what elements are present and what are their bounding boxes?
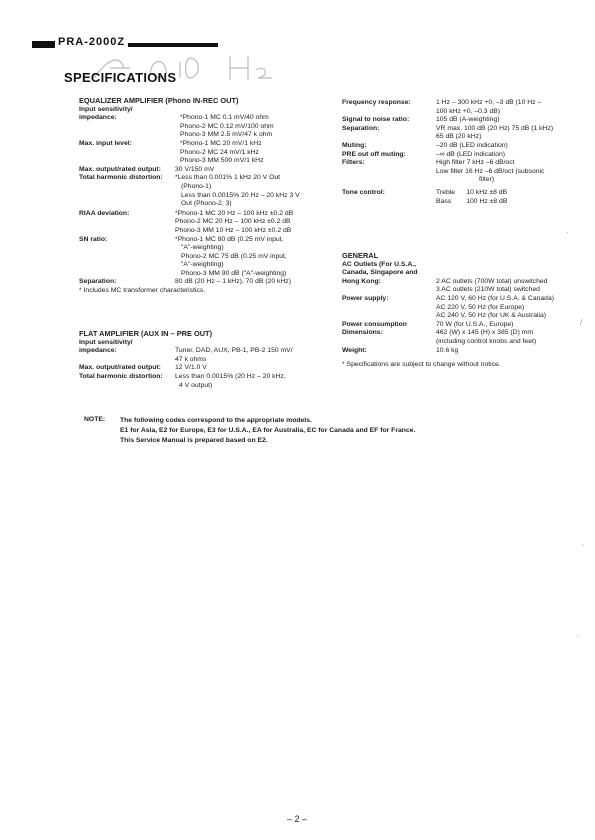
dimensions-value: (including control knobs and feet) [436,337,537,345]
sep-label: Separation: [342,124,380,132]
filters-label: Filters: [342,159,365,167]
weight-label: Weight: [342,346,367,354]
right-specs [342,99,582,206]
power-value: AC 240 V, 50 Hz (for UK & Australia) [436,312,547,320]
scan-mark: / [580,318,583,327]
scan-mark: · [566,228,569,237]
tone-value: Bass 100 Hz ±8 dB [436,197,508,205]
sn-row [79,236,349,279]
impedance-value: *Phono-1 MC 0.1 mV/40 ohm [180,114,269,122]
separation-value: 80 dB (20 Hz – 1 kHz), 70 dB (20 kHz) [175,278,291,286]
page-number: – 2 – [287,814,308,824]
snr-value: 105 dB (A-weighting) [436,116,500,124]
max-input-value: *Phono-1 MC 20 mV/1 kHz [180,139,262,147]
weight-value: 10.6 kg [436,346,459,354]
note-line: The following codes correspond to the appropriate models. [120,417,312,424]
sn-value: "A"-weighting) [181,261,224,269]
note-text [120,416,415,446]
thd-label: Total harmonic distortion: [79,174,163,182]
impedance-row [79,114,349,140]
ac-outlets-label: Hong Kong: [342,277,381,285]
riaa-label: RIAA deviation: [79,209,130,217]
flat-impedance-row [79,347,349,364]
scan-mark: ' [582,543,584,552]
model-title: PRA-2000Z [58,36,126,48]
page-title: SPECIFICATIONS [64,70,177,85]
riaa-value: *Phono-1 MC 20 Hz – 100 kHz ±0.2 dB [175,209,294,217]
general-section [342,252,582,370]
filters-value: filter) [479,176,495,184]
note-label: NOTE: [84,416,106,423]
general-heading: GENERAL [342,251,379,260]
dimensions-row [342,329,582,346]
thd-value: (Phono-1) [181,182,212,190]
flat-max-output-row [79,364,349,373]
dimensions-value: 462 (W) x 145 (H) x 385 (D) mm [436,329,534,337]
flat-section [79,330,349,390]
max-input-value: Phono-3 MM 500 mV/1 kHz [180,157,264,165]
tone-row [342,189,582,206]
thd-value: Less than 0.0015% 20 Hz – 20 kHz 3 V [181,191,300,199]
flat-max-output-label: Max. output/rated output: [79,364,161,372]
muting-row [342,142,582,151]
freq-label: Frequency response: [342,99,411,106]
sn-value: *Phono-1 MC 80 dB (0.25 mV input, [175,235,284,243]
impedance-value: Phono-2 MC 0.12 mV/100 ohm [180,122,274,130]
snr-row [342,116,582,125]
sn-value: Phono-2 MC 75 dB (0.25 mV input, [181,252,287,260]
sep-value: 65 dB (20 kHz) [436,133,482,141]
ac-outlets-label: Canada, Singapore and [342,269,418,277]
riaa-row [79,210,349,236]
freq-value: 1 Hz – 300 kHz +0, –3 dB (10 Hz – [436,99,542,106]
muting-label: Muting: [342,141,367,149]
pre-mute-label: PRE out off muting: [342,150,406,158]
general-footnote: * Specifications are subject to change without notice. [342,361,501,369]
ac-outlets-value: 2 AC outlets (700W total) unswitched [436,277,548,285]
power-value: AC 220 V, 50 Hz (for Europe) [436,303,525,311]
impedance-label: impedance: [79,114,117,122]
header-bar [32,41,55,48]
input-sensitivity-label: Input sensitivity/ [79,105,133,113]
riaa-value: Phono-3 MM 10 Hz – 100 kHz ±0.2 dB [175,226,292,234]
sn-label: SN ratio: [79,235,108,243]
consumption-row [342,321,582,330]
flat-thd-value: Less than 0.0015% (20 Hz – 20 kHz, [175,372,286,380]
flat-thd-value: 4 V output) [179,381,213,389]
filters-value: Low filter 16 Hz –6 dB/oct (subsonic [436,167,545,175]
power-row [342,295,582,321]
ac-outlets-label: AC Outlets (For U.S.A., [342,260,417,268]
separation-label: Separation: [79,278,117,286]
tone-value: Treble 10 kHz ±8 dB [436,188,508,196]
thd-value: Out (Phono-2, 3) [181,200,232,208]
freq-value: 100 kHz +0, –0.3 dB) [436,107,501,115]
dimensions-label: Dimensions: [342,329,383,337]
filters-value: High filter 7 kHz –6 dB/oct [436,159,515,167]
note-line: E1 for Asia, E2 for Europe, E3 for U.S.A., EA for Australia, EC for Canada and EF for France. [120,427,416,434]
scan-mark: · [576,632,579,641]
equalizer-section [79,97,349,296]
filters-row [342,159,582,185]
snr-label: Signal to noise ratio: [342,116,410,124]
riaa-value: Phono-2 MC 20 Hz – 100 kHz ±0.2 dB [175,218,291,226]
flat-max-output-value: 12 V/1.0 V [175,364,207,372]
max-output-label: Max. output/rated output: [79,165,161,173]
power-value: AC 120 V, 60 Hz (for U.S.A. & Canada) [436,294,554,302]
flat-impedance-value: 47 k ohms [175,355,207,363]
sep-row [342,125,582,142]
tone-label: Tone control: [342,188,385,196]
pre-mute-row [342,151,582,160]
pre-mute-value: –∞ dB (LED indication) [436,150,506,158]
sep-value: VR max. 100 dB (20 Hz) 75 dB (1 kHz) [436,124,554,132]
max-output-row [79,166,349,175]
ac-outlets-row [342,261,582,295]
max-input-row [79,140,349,166]
flat-thd-row [79,373,349,390]
sn-value: Phono-3 MM 90 dB ("A"-weighting) [181,269,287,277]
header-rule [128,43,218,47]
impedance-value: Phono-3 MM 2.5 mV/47 k ohm [180,131,273,139]
separation-row [79,278,349,287]
flat-thd-label: Total harmonic distortion: [79,372,163,380]
max-input-label: Max. input level: [79,139,132,147]
flat-impedance-value: Tuner, DAD, AUX, PB-1, PB-2 150 mV/ [175,347,293,355]
weight-row [342,347,582,356]
consumption-label: Power consumption [342,320,407,328]
power-label: Power supply: [342,294,389,302]
thd-row [79,174,349,208]
consumption-value: 70 W (for U.S.A., Europe) [436,320,514,328]
thd-value: *Less than 0.001% 1 kHz 20 V Out [175,174,281,182]
max-input-value: Phono-2 MC 24 mV/1 kHz [180,148,259,156]
flat-input-sensitivity-label: Input sensitivity/ [79,338,133,346]
note-line: This Service Manual is prepared based on E2. [120,437,268,444]
freq-row [342,99,582,116]
equalizer-footnote: * Includes MC transformer characteristics. [79,287,206,295]
ac-outlets-value: 3 AC outlets (210W total) switched [436,286,540,294]
flat-heading: FLAT AMPLIFIER (AUX IN – PRE OUT) [79,329,213,338]
equalizer-heading: EQUALIZER AMPLIFIER (Phono IN-REC OUT) [79,96,239,105]
max-output-value: 30 V/150 mV [175,165,215,173]
muting-value: –20 dB (LED indication) [436,141,508,149]
flat-impedance-label: impedance: [79,347,117,355]
sn-value: "A"-weighting) [181,244,224,252]
